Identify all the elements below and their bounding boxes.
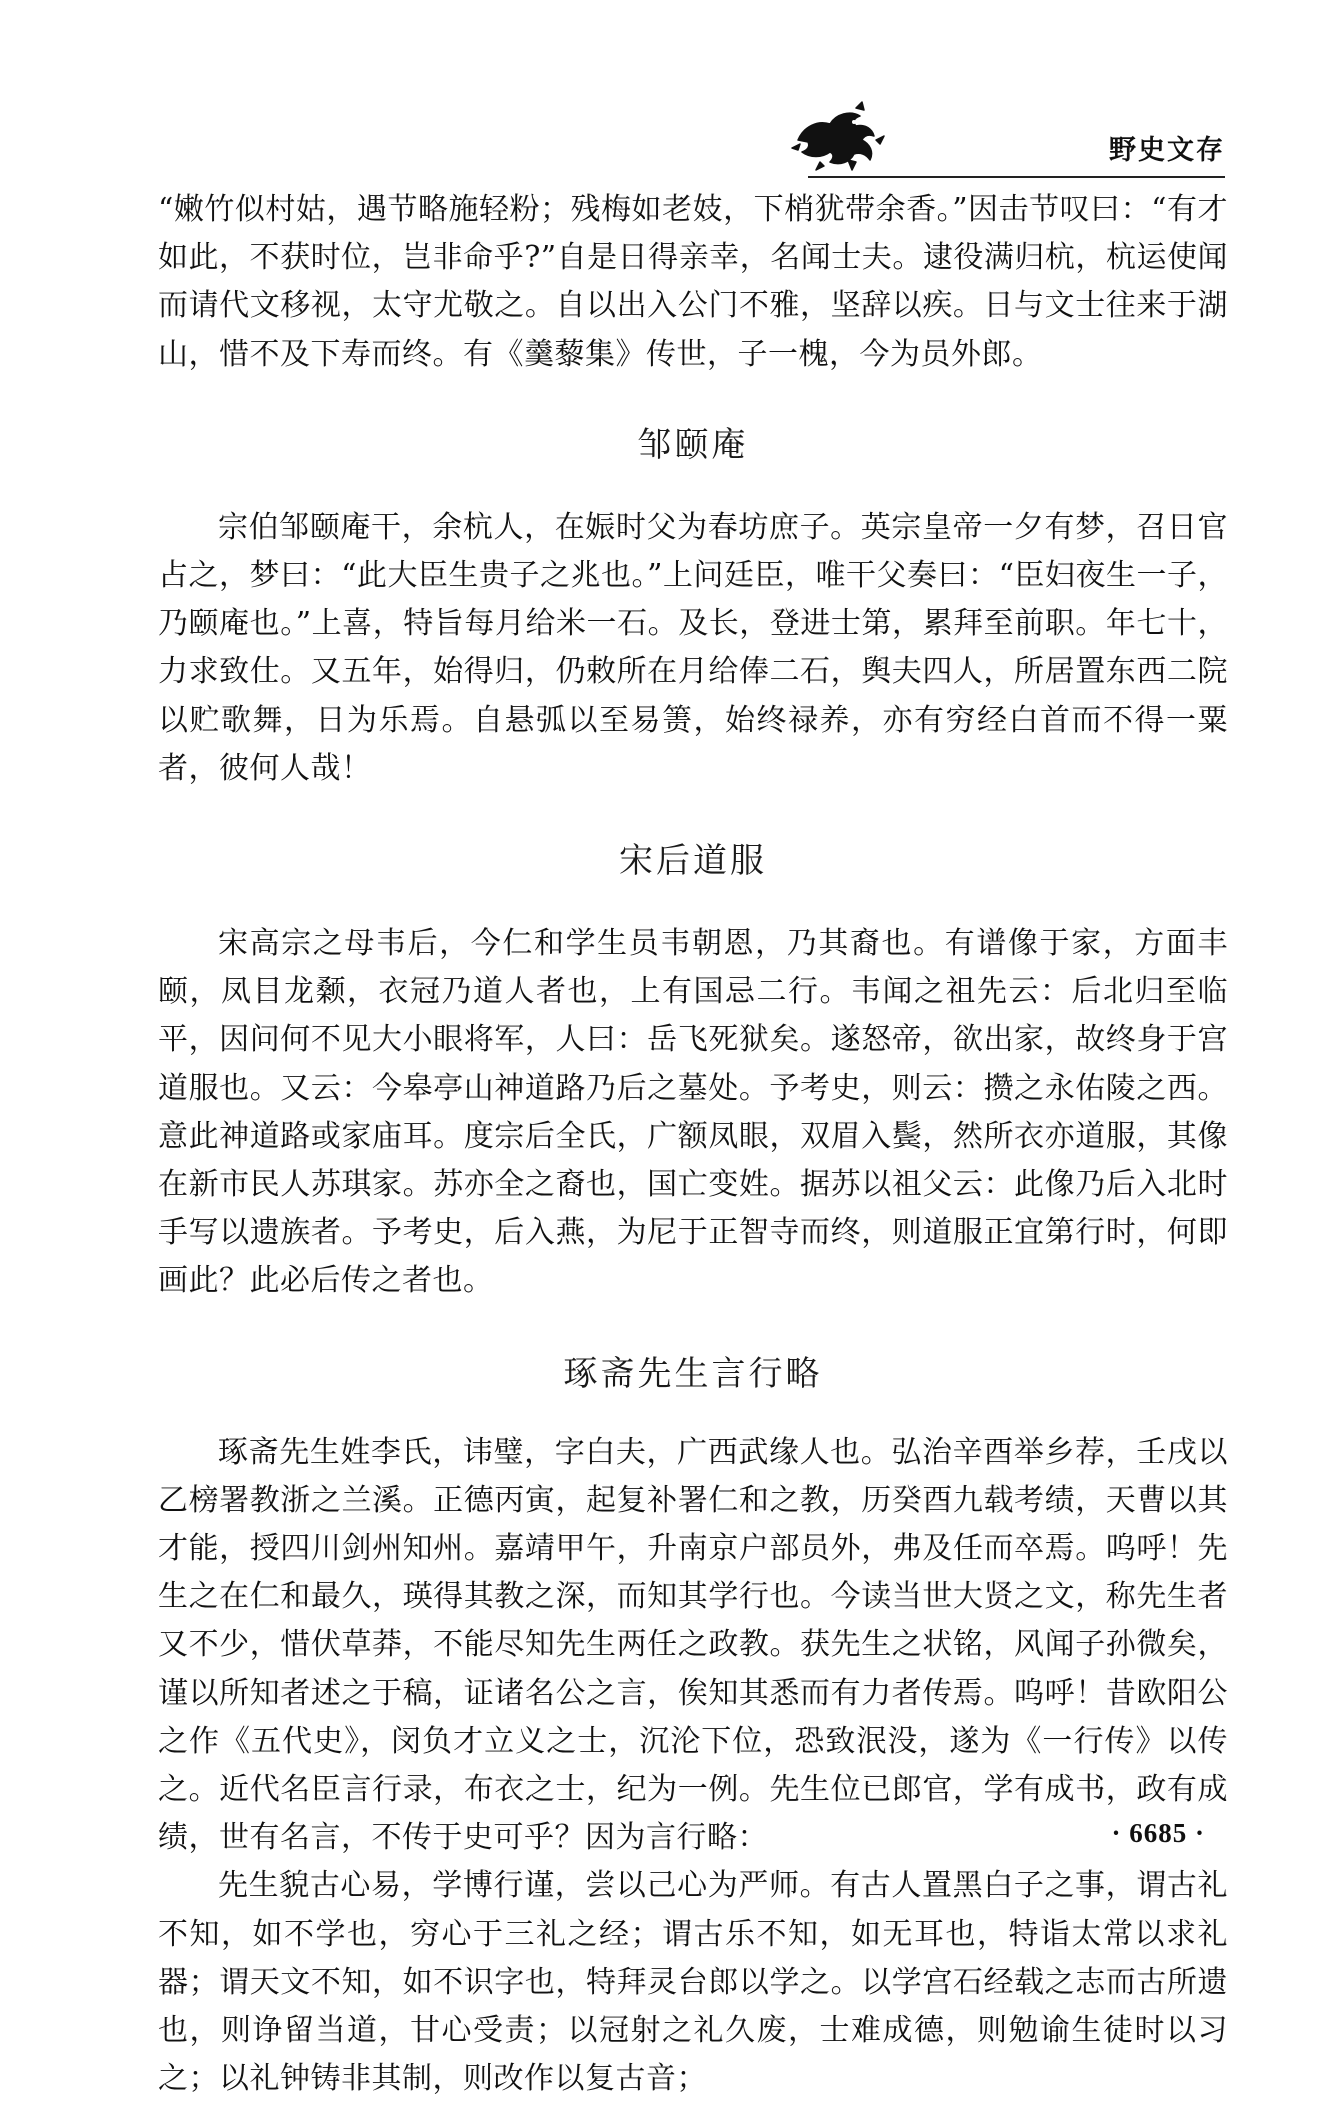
page-header [0, 0, 1322, 200]
zhuozhai-paragraph-2: 先生貌古心易，学博行谨，尝以己心为严师。有古人置黑白子之事，谓古礼不知，如不学也，穷心于三礼之经；谓古乐不知，如无耳也，特诣太常以求礼器；谓天文不知，如不识字也，特拜灵台郎以学之。以学宫石经载之志而古所遗也，则诤留当道，甘心受责；以冠射之礼久废，士难成德，则勉谕生徒时以习之；以礼钟铸非其制，则改作以复古音； [158, 1868, 1228, 2097]
dragon-emblem-icon [790, 100, 885, 172]
zhuozhai-paragraph-1: 琢斋先生姓李氏，讳璧，字白夫，广西武缘人也。弘治辛酉举乡荐，壬戌以乙榜署教浙之兰溪。正德丙寅，起复补署仁和之教，历癸酉九载考绩，天曹以其才能，授四川剑州知州。嘉靖甲午，升南京户部员外，弗及任而卒焉。呜呼！先生之在仁和最久，瑛得其教之深，而知其学行也。今读当世大贤之文，称先生者又不少，惜伏草莽，不能尽知先生两任之政教。获先生之状铭，风闻子孙微矣，谨以所知者述之于稿，证诸名公之言，俟知其悉而有力者传焉。呜呼！昔欧阳公之作《五代史》，闵负才立义之士，沉沦下位，恐致泯没，遂为《一行传》以传之。近代名臣言行录，布衣之士，纪为一例。先生位已郎官，学有成书，政有成绩，世有名言，不传于史可乎？因为言行略： [158, 1434, 1228, 1856]
section-title-zou: 邹颐庵 [637, 424, 749, 465]
section-title-zhuozhai: 琢斋先生言行略 [563, 1353, 823, 1394]
running-head-title: 野史文存 [1109, 135, 1225, 166]
intro-paragraph: “嫩竹似村姑，遇节略施轻粉；残梅如老妓，下梢犹带余香。”因击节叹曰：“有才如此，不获时位，岂非命乎?”自是日得亲幸，名闻士夫。逮役满归杭，杭运使闻而请代文移视，太守尤敬之。自以出入公门不雅，坚辞以疾。日与文士往来于湖山，惜不及下寿而终。有《羹藜集》传世，子一槐，今为员外郎。 [158, 192, 1228, 372]
song-paragraph: 宋高宗之母韦后，今仁和学生员韦朝恩，乃其裔也。有谱像于家，方面丰颐，凤目龙颡，衣冠乃道人者也，上有国忌二行。韦闻之祖先云：后北归至临平，因问何不见大小眼将军，人曰：岳飞死狱矣。遂怒帝，欲出家，故终身于宫道服也。又云：今皋亭山神道路乃后之墓处。予考史，则云：攒之永佑陵之西。意此神道路或家庙耳。度宗后全氏，广额凤眼，双眉入鬓，然所衣亦道服，其像在新市民人苏琪家。苏亦全之裔也，国亡变姓。据苏以祖父云：此像乃后入北时手写以遗族者。予考史，后入燕，为尼于正智寺而终，则道服正宜第行时，何即画此？此必后传之者也。 [158, 926, 1228, 1299]
page-body [158, 186, 1228, 2104]
zou-paragraph: 宗伯邹颐庵干，余杭人，在娠时父为春坊庶子。英宗皇帝一夕有梦，召日官占之，梦曰：“此大臣生贵子之兆也。”上问廷臣，唯干父奏曰：“臣妇夜生一子，乃颐庵也。”上喜，特旨每月给米一石。及长，登进士第，累拜至前职。年七十，力求致仕。又五年，始得归，仍敕所在月给俸二石，舆夫四人，所居置东西二院以贮歌舞，日为乐焉。自悬弧以至易箦，始终禄养，亦有穷经白首而不得一粟者，彼何人哉！ [158, 509, 1228, 786]
section-title-song: 宋后道服 [619, 841, 767, 882]
header-rule [808, 176, 1225, 178]
page-number: · 6685 · [1111, 1818, 1205, 1848]
